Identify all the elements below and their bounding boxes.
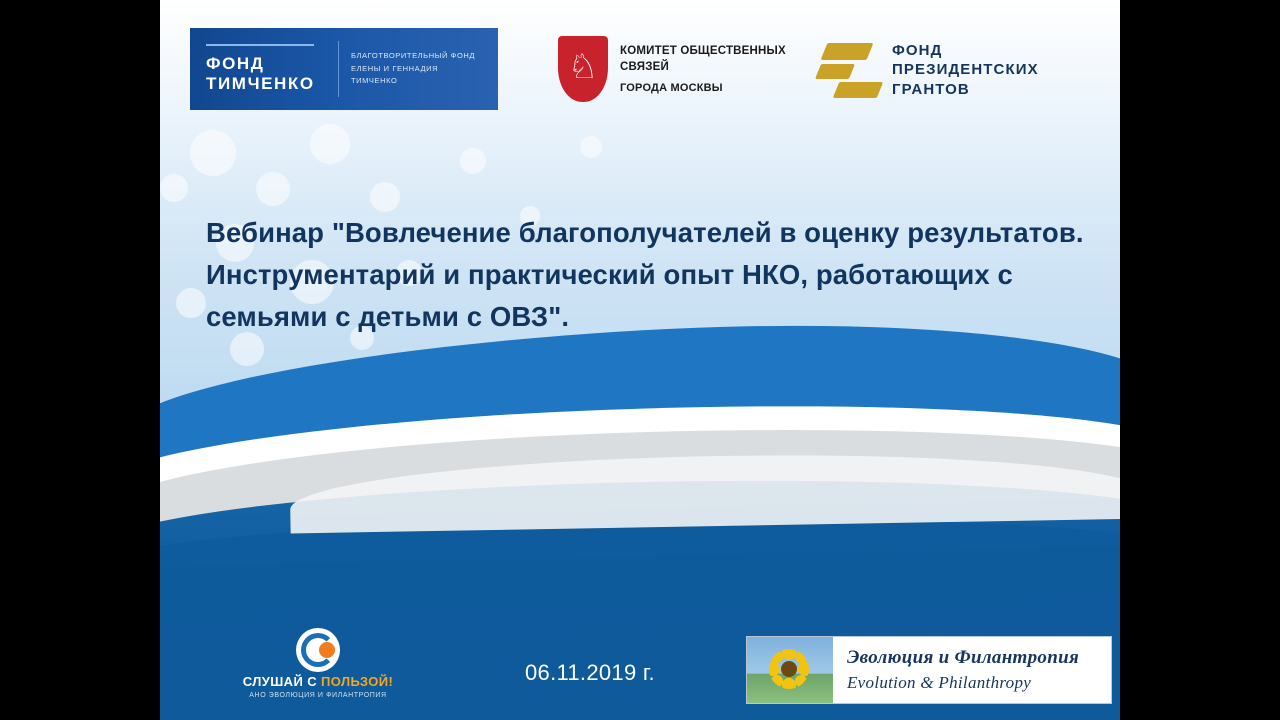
komitet-text-block [620,44,786,94]
presentation-slide [160,0,1120,720]
komitet-title-line1: КОМИТЕТ ОБЩЕСТВЕННЫХ [620,44,786,57]
grants-text-block [892,41,1039,99]
rider-glyph: ♘ [567,48,599,86]
sunflower-icon [747,637,833,703]
evolution-title-ru: Эволюция и Филантропия [847,647,1080,668]
slide-date: 06.11.2019 г. [525,660,655,685]
komitet-title-line2: СВЯЗЕЙ [620,60,669,73]
timchenko-desc-line1: БЛАГОТВОРИТЕЛЬНЫЙ ФОНД [351,51,476,61]
grants-line1: ФОНД [892,42,943,60]
logo-moscow-public-relations-committee [558,26,818,112]
komitet-subtitle: ГОРОДА МОСКВЫ [620,82,723,95]
slide-title: Вебинар "Вовлечение благополучателей в оценку результатов. Инструментарий и практический опыт НКО, работающих с семьями с детьми с ОВЗ". [206,217,1084,332]
logo-row [160,0,1120,140]
timchenko-rule [206,44,314,46]
listen-title-part1: СЛУШАЙ С [242,674,322,689]
logo-evolution-philanthropy [746,636,1112,704]
logo-timchenko-foundation [190,28,498,110]
timchenko-description [339,50,475,87]
timchenko-desc-line2: ЕЛЕНЫ И ГЕННАДИЯ [351,63,439,73]
listen-title [208,674,428,689]
headphone-circle-icon [296,628,340,672]
timchenko-name-line1: ФОНД [206,54,265,74]
listen-title-part2: ПОЛЬЗОЙ! [321,674,394,689]
grants-line3: ГРАНТОВ [892,80,970,98]
timchenko-desc-line3: ТИМЧЕНКО [351,76,398,86]
grants-line2: ПРЕЗИДЕНТСКИХ [892,61,1039,79]
evolution-title-en: Evolution & Philanthropy [847,673,1032,692]
timchenko-name-block [190,44,338,93]
grants-ribbon-icon [818,39,880,101]
evolution-text-block [833,647,1111,693]
listen-subtitle: АНО ЭВОЛЮЦИЯ И ФИЛАНТРОПИЯ [249,692,387,699]
saint-george-rider-icon [558,36,608,102]
timchenko-divider [338,41,339,97]
timchenko-name-line2: ТИМЧЕНКО [206,74,315,93]
logo-presidential-grants-fund [818,24,1098,116]
logo-listen-with-benefit [208,628,428,698]
